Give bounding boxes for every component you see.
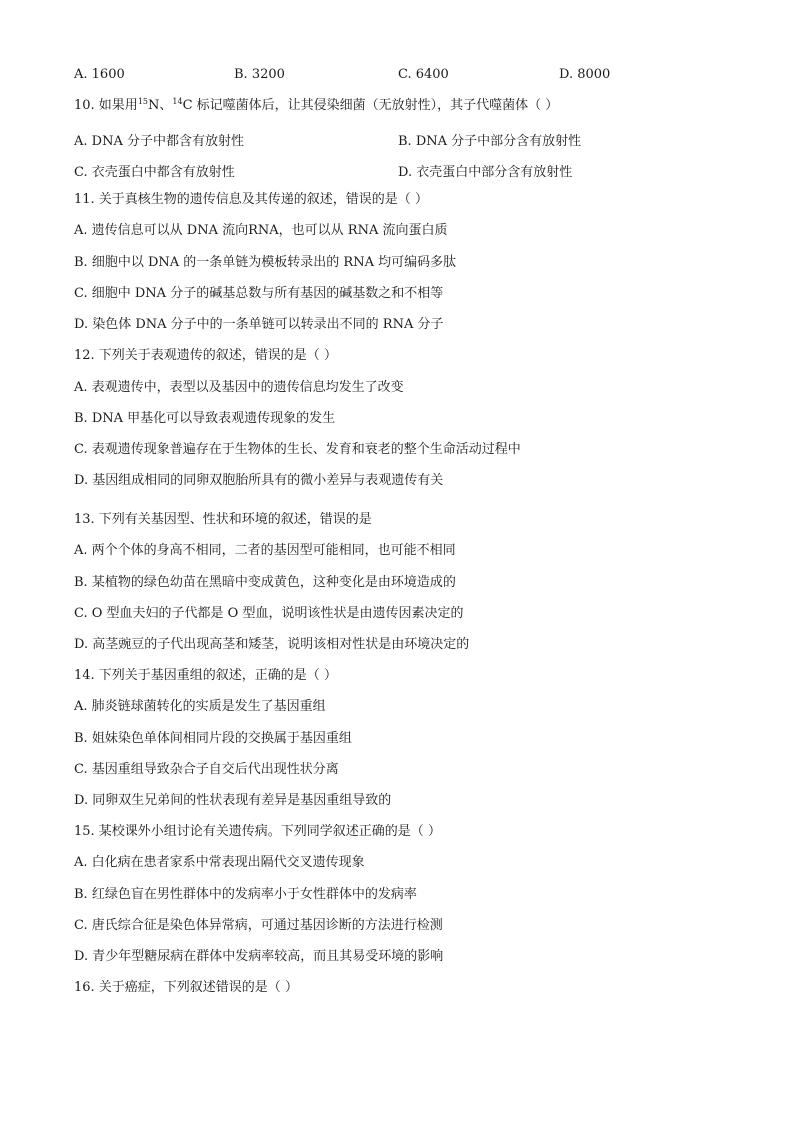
q13-stem: 13. 下列有关基因型、性状和环境的叙述，错误的是 — [74, 512, 372, 527]
q14-option-d: D. 同卵双生兄弟间的性状表现有差异是基因重组导致的 — [74, 793, 392, 808]
q13-option-c: C. O 型血夫妇的子代都是 O 型血，说明该性状是由遗传因素决定的 — [74, 606, 464, 621]
q14-stem: 14. 下列关于基因重组的叙述，正确的是（ ） — [74, 668, 337, 683]
q10-stem-prefix: 10. 如果用 — [74, 98, 138, 113]
q16-stem: 16. 关于癌症，下列叙述错误的是（ ） — [74, 980, 298, 995]
q15-option-d: D. 青少年型糖尿病在群体中发病率较高，而且其易受环境的影响 — [74, 949, 444, 964]
q10-sup-14: 14 — [172, 97, 183, 106]
q11-stem: 11. 关于真核生物的遗传信息及其传递的叙述，错误的是（ ） — [74, 192, 428, 207]
q14-option-b: B. 姐妹染色单体间相同片段的交换属于基因重组 — [74, 731, 352, 746]
q12-stem: 12. 下列关于表观遗传的叙述，错误的是（ ） — [74, 348, 337, 363]
q11-option-b: B. 细胞中以 DNA 的一条单链为模板转录出的 RNA 均可编码多肽 — [74, 255, 457, 270]
q15-option-a: A. 白化病在患者家系中常表现出隔代交叉遗传现象 — [74, 855, 365, 870]
q14-option-a: A. 肺炎链球菌转化的实质是发生了基因重组 — [74, 699, 326, 714]
q9-option-c: C. 6400 — [398, 67, 449, 82]
q9-option-b: B. 3200 — [234, 67, 285, 82]
q10-sup-15: 15 — [137, 97, 148, 106]
q15-stem: 15. 某校课外小组讨论有关遗传病。下列同学叙述正确的是（ ） — [74, 824, 441, 839]
q12-option-a: A. 表观遗传中，表型以及基因中的遗传信息均发生了改变 — [74, 380, 404, 395]
q10-option-d: D. 衣壳蛋白中部分含有放射性 — [398, 165, 573, 180]
q12-option-d: D. 基因组成相同的同卵双胞胎所具有的微小差异与表观遗传有关 — [74, 473, 444, 488]
q12-option-b: B. DNA 甲基化可以导致表观遗传现象的发生 — [74, 411, 336, 426]
q9-option-a: A. 1600 — [74, 67, 125, 82]
q13-option-a: A. 两个个体的身高不相同，二者的基因型可能相同，也可能不相同 — [74, 543, 456, 558]
q10-option-c: C. 衣壳蛋白中都含有放射性 — [74, 165, 235, 180]
q14-option-c: C. 基因重组导致杂合子自交后代出现性状分离 — [74, 762, 339, 777]
q9-option-d: D. 8000 — [559, 67, 611, 82]
q10-option-a: A. DNA 分子中都含有放射性 — [74, 134, 244, 149]
q15-option-b: B. 红绿色盲在男性群体中的发病率小于女性群体中的发病率 — [74, 887, 417, 902]
q10-n-symbol: N、 — [148, 98, 173, 113]
q12-option-c: C. 表观遗传现象普遍存在于生物体的生长、发育和衰老的整个生命活动过程中 — [74, 442, 521, 457]
q11-option-d: D. 染色体 DNA 分子中的一条单链可以转录出不同的 RNA 分子 — [74, 317, 444, 332]
q15-option-c: C. 唐氏综合征是染色体异常病，可通过基因诊断的方法进行检测 — [74, 918, 443, 933]
q10-stem-suffix: C 标记噬菌体后，让其侵染细菌（无放射性），其子代噬菌体（ ） — [182, 98, 559, 113]
q10-stem — [74, 98, 558, 114]
q10-option-b: B. DNA 分子中部分含有放射性 — [398, 134, 582, 149]
q13-option-b: B. 某植物的绿色幼苗在黑暗中变成黄色，这种变化是由环境造成的 — [74, 575, 456, 590]
q11-option-c: C. 细胞中 DNA 分子的碱基总数与所有基因的碱基数之和不相等 — [74, 286, 444, 301]
q11-option-a: A. 遗传信息可以从 DNA 流向RNA，也可以从 RNA 流向蛋白质 — [74, 223, 448, 238]
q13-option-d: D. 高茎豌豆的子代出现高茎和矮茎，说明该相对性状是由环境决定的 — [74, 637, 470, 652]
